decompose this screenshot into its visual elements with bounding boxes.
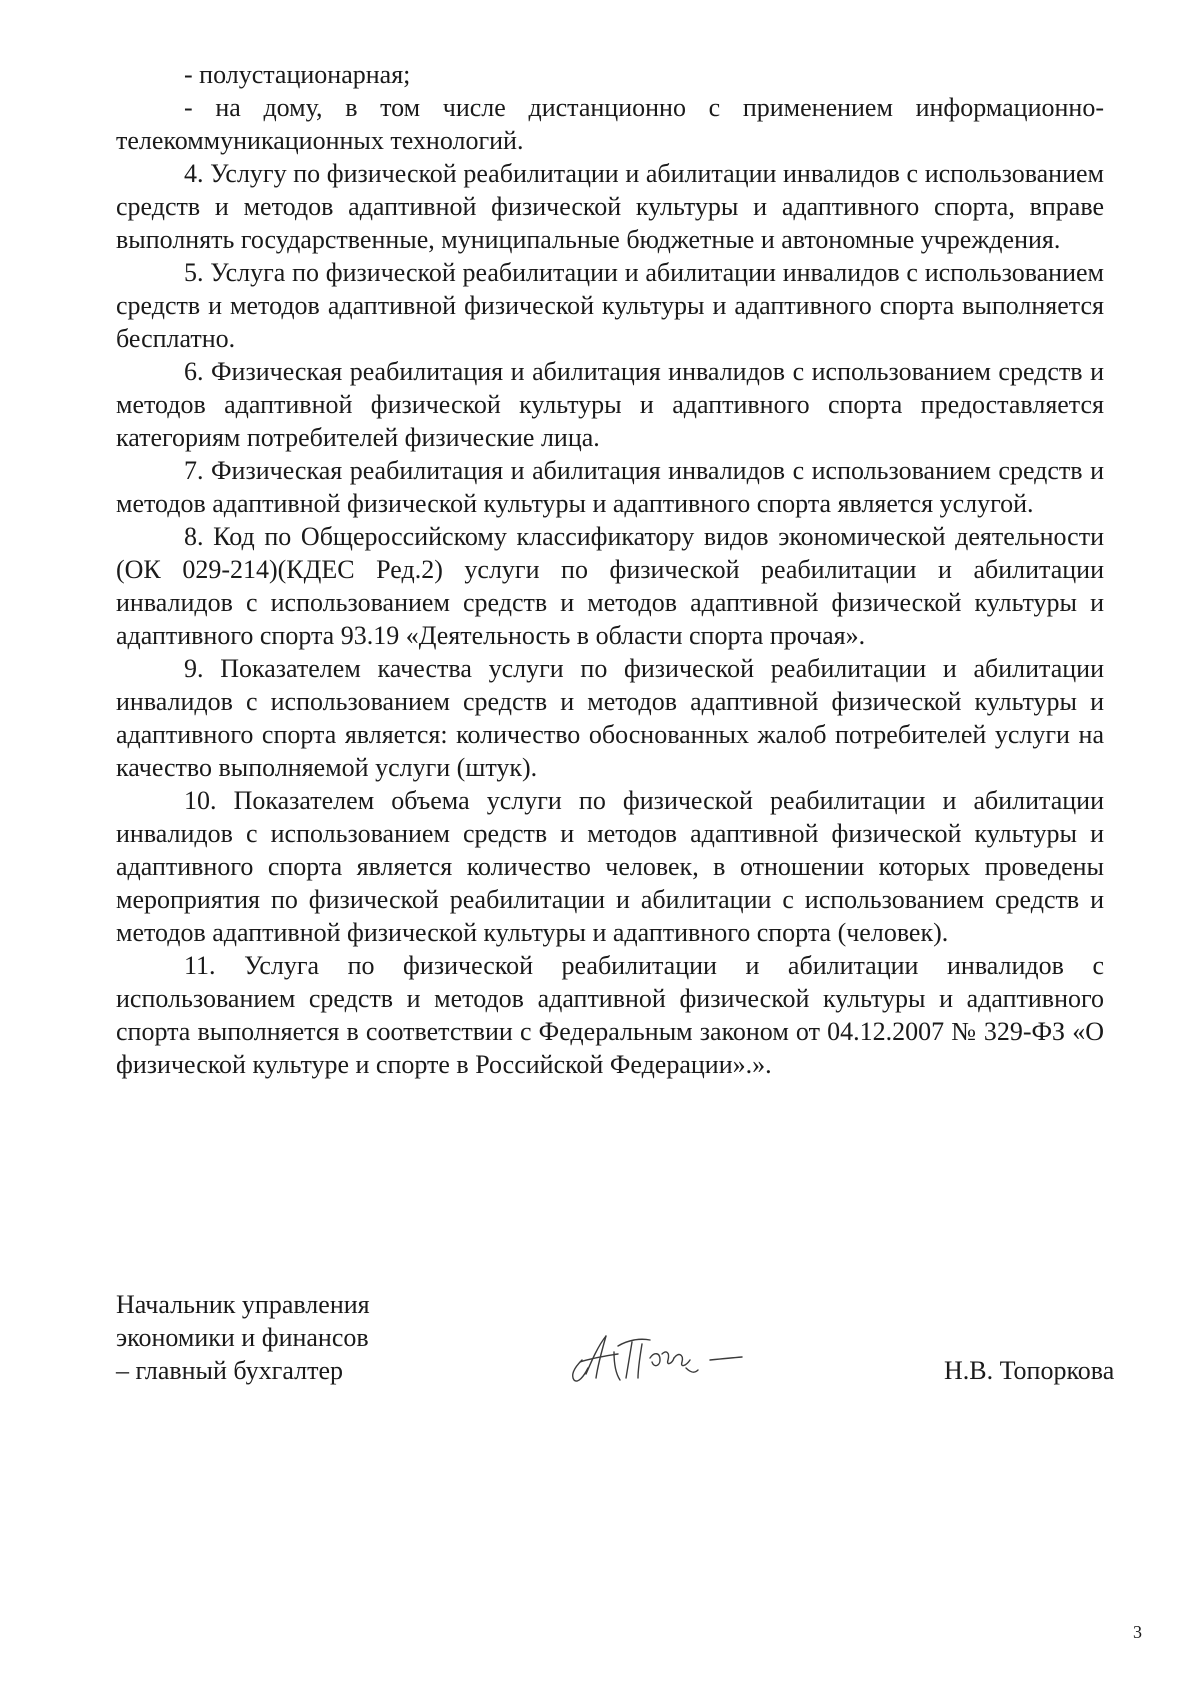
signatory-title-line-2: экономики и финансов bbox=[116, 1323, 369, 1352]
paragraph-4: 4. Услугу по физической реабилитации и абилитации инвалидов с использованием средств и методов адаптивной физической культуры и адаптивного спорта, вправе выполнять государственные, муниципальные бюджетные и автономные учреждения. bbox=[116, 159, 1104, 254]
paragraph-7: 7. Физическая реабилитация и абилитация инвалидов с использованием средств и методов адаптивной физической культуры и адаптивного спорта является услугой. bbox=[116, 456, 1104, 518]
paragraph-10: 10. Показателем объема услуги по физической реабилитации и абилитации инвалидов с использованием средств и методов адаптивной физической культуры и адаптивного спорта является количество человек, в отношении которых проведены мероприятия по физической реабилитации и абилитации с использованием средств и методов адаптивной физической культуры и адаптивного спорта (человек). bbox=[116, 786, 1104, 947]
paragraph-11: 11. Услуга по физической реабилитации и абилитации инвалидов с использованием средств и методов адаптивной физической культуры и адаптивного спорта выполняется в соответствии с Федеральным законом от 04.12.2007 № 329-ФЗ «О физической культуре и спорте в Российской Федерации».». bbox=[116, 951, 1104, 1079]
page-number: 3 bbox=[1133, 1622, 1142, 1642]
signatory-title-line-1: Начальник управления bbox=[116, 1290, 370, 1319]
signatory-title bbox=[116, 1288, 370, 1387]
handwritten-signature bbox=[562, 1330, 762, 1388]
signatory-title-line-3: – главный бухгалтер bbox=[116, 1356, 343, 1385]
signature-block bbox=[116, 1288, 1116, 1398]
paragraph-5: 5. Услуга по физической реабилитации и абилитации инвалидов с использованием средств и методов адаптивной физической культуры и адаптивного спорта выполняется бесплатно. bbox=[116, 258, 1104, 353]
signatory-name: Н.В. Топоркова bbox=[944, 1356, 1115, 1385]
paragraph-6: 6. Физическая реабилитация и абилитация инвалидов с использованием средств и методов адаптивной физической культуры и адаптивного спорта предоставляется категориям потребителей физические лица. bbox=[116, 357, 1104, 452]
paragraph-8: 8. Код по Общероссийскому классификатору видов экономической деятельности (ОК 029-214)(КДЕС Ред.2) услуги по физической реабилитации и абилитации инвалидов с использованием средств и методов адаптивной физической культуры и адаптивного спорта 93.19 «Деятельность в области спорта прочая». bbox=[116, 522, 1104, 650]
document-body bbox=[116, 58, 1104, 1081]
paragraph-9: 9. Показателем качества услуги по физической реабилитации и абилитации инвалидов с использованием средств и методов адаптивной физической культуры и адаптивного спорта является: количество обоснованных жалоб потребителей услуги на качество выполняемой услуги (штук). bbox=[116, 654, 1104, 782]
paragraph-list-item-semistationary: - полустационарная; bbox=[184, 60, 411, 89]
paragraph-list-item-home: - на дому, в том числе дистанционно с применением информационно-телекоммуникационных технологий. bbox=[116, 93, 1104, 155]
